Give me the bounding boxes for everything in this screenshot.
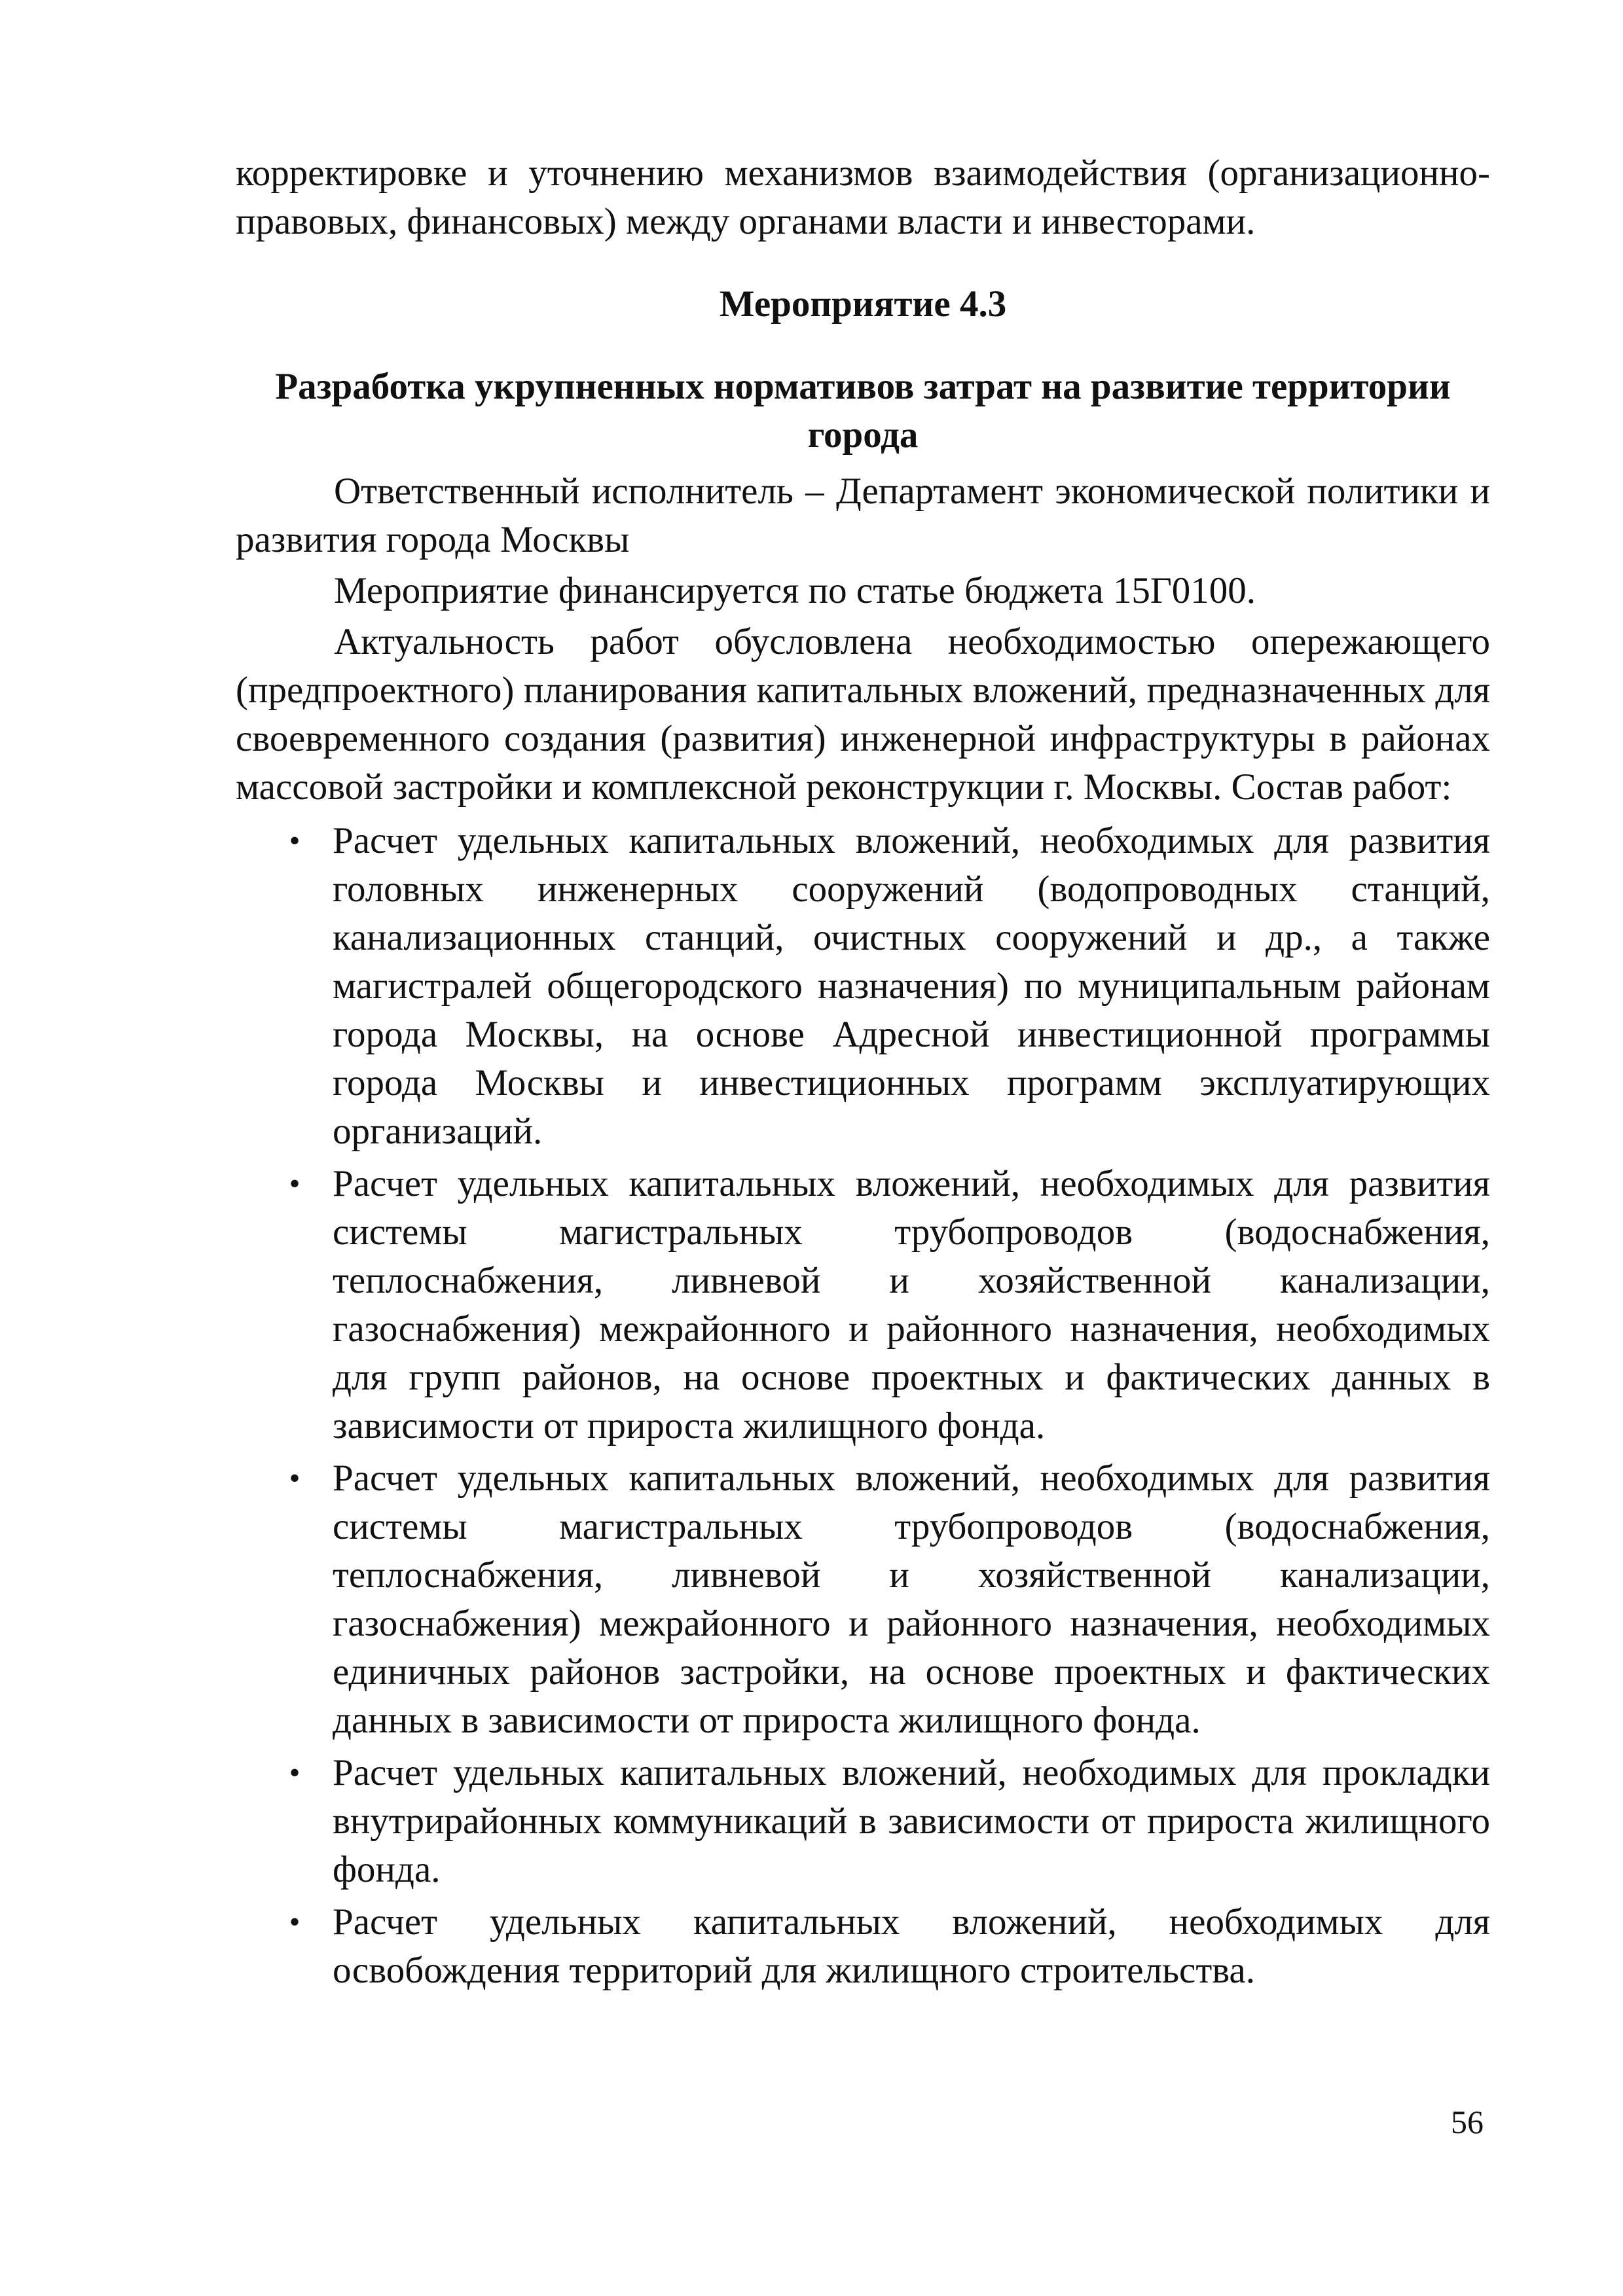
list-item bbox=[236, 1749, 1490, 1894]
page-number: 56 bbox=[1451, 2104, 1484, 2140]
list-item bbox=[236, 817, 1490, 1156]
list-item-text: Расчет удельных капитальных вложений, необходимых для развития головных инженерных сооружений (водопроводных станций, канализационных станций, очистных сооружений и др., а также магистралей общегородского назначения) по муниципальным районам города Москвы, на основе Адресной инвестиционной программы города Москвы и инвестиционных программ эксплуатирующих организаций. bbox=[333, 820, 1490, 1152]
bullet-icon: • bbox=[289, 1461, 301, 1496]
bullet-icon: • bbox=[289, 823, 301, 858]
event-subtitle: Разработка укрупненных нормативов затрат на развитие территории города bbox=[275, 366, 1451, 456]
relevance-paragraph: Актуальность работ обусловлена необходимостью опережающего (предпроектного) планирования капитальных вложений, предназначенных для своевременного создания (развития) инженерной инфраструктуры в районах массовой застройки и комплексной реконструкции г. Москвы. Состав работ: bbox=[236, 621, 1490, 808]
responsible-paragraph: Ответственный исполнитель – Департамент экономической политики и развития города Москвы bbox=[236, 471, 1490, 560]
financing-paragraph: Мероприятие финансируется по статье бюджета 15Г0100. bbox=[334, 570, 1256, 611]
list-item bbox=[236, 1898, 1490, 1995]
list-item-text: Расчет удельных капитальных вложений, необходимых для развития системы магистральных трубопроводов (водоснабжения, теплоснабжения, ливневой и хозяйственной канализации, газоснабжения) межрайонного и районного назначения, необходимых единичных районов застройки, на основе проектных и фактических данных в зависимости от прироста жилищного фонда. bbox=[333, 1458, 1490, 1741]
bullet-icon: • bbox=[289, 1166, 301, 1201]
list-item bbox=[236, 1160, 1490, 1450]
list-item-text: Расчет удельных капитальных вложений, необходимых для развития системы магистральных трубопроводов (водоснабжения, теплоснабжения, ливневой и хозяйственной канализации, газоснабжения) межрайонного и районного назначения, необходимых для групп районов, на основе проектных и фактических данных в зависимости от прироста жилищного фонда. bbox=[333, 1163, 1490, 1446]
intro-paragraph: корректировке и уточнению механизмов взаимодействия (организационно-правовых, финансовых) между органами власти и инвесторами. bbox=[236, 152, 1490, 242]
list-item-text: Расчет удельных капитальных вложений, необходимых для освобождения территорий для жилищного строительства. bbox=[333, 1901, 1490, 1991]
list-item bbox=[236, 1454, 1490, 1745]
event-title: Мероприятие 4.3 bbox=[719, 283, 1007, 325]
list-item-text: Расчет удельных капитальных вложений, необходимых для прокладки внутрирайонных коммуникаций в зависимости от прироста жилищного фонда. bbox=[333, 1752, 1490, 1890]
bullet-icon: • bbox=[289, 1905, 301, 1939]
bullet-icon: • bbox=[289, 1755, 301, 1790]
document-page bbox=[236, 149, 1490, 1999]
work-list bbox=[236, 817, 1490, 1995]
